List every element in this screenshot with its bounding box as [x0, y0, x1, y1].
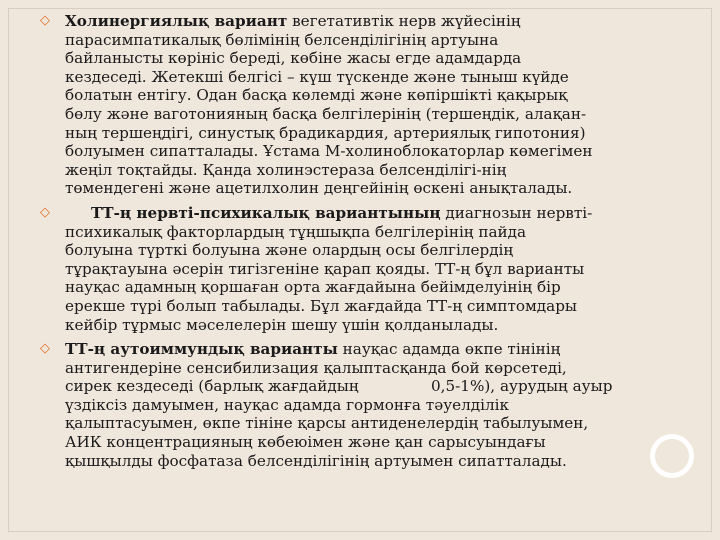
bullet-lead-tail: науқас адамда өкпе тінінің: [337, 340, 561, 359]
bullet-line: болуына түрткі болуына және олардың осы белгілердің: [65, 241, 514, 260]
bullet-neuropsychic: [38, 204, 680, 334]
bullet-line: кездеседі. Жетекші белгісі – күш түскенде және тыныш күйде: [65, 67, 569, 86]
bullet-line: психикалық факторлардың тұңшықпа белгілерінің пайда: [65, 222, 527, 241]
bullet-lead-tail: вегетативтік нерв жүйесінің: [287, 12, 521, 30]
bullet-line: науқас адамның қоршаған орта жағдайына бейімделуінің бір: [65, 278, 561, 297]
bullet-line-0: [65, 204, 680, 223]
bullet-line: кейбір тұрмыс мәселелерін шешу үшін қолданылады.: [65, 315, 499, 334]
bullet-line: жеңіл тоқтайды. Қанда холинэстераза белсенділігі-нің: [65, 160, 507, 179]
bullet-line: парасимпатикалық бөлімінің белсенділігінің артуына: [65, 30, 499, 49]
bullet-lead: ТТ-ң аутоиммундық варианты: [65, 340, 338, 359]
bullet-line: қалыптасуымен, өкпе тініне қарсы антиденелердің табылуымен,: [65, 414, 589, 433]
diamond-outline-icon: ◇: [40, 341, 50, 357]
diamond-outline-icon: ◇: [40, 13, 50, 28]
bullet-line: болатын ентігу. Одан басқа көлемді және көпіршікті қақырық: [65, 86, 568, 105]
bullet-cholinergic: [38, 12, 680, 198]
bullet-line: сирек кездеседі (барлық жағдайдың 0,5-1%), аурудың ауыр: [65, 377, 613, 396]
bullet-list: [38, 12, 680, 476]
bullet-lead: ТТ-ң нервті-психикалық вариантының: [91, 203, 441, 222]
bullet-line: төмендегені және ацетилхолин деңгейінің өскені анықталады.: [65, 179, 573, 198]
bullet-line: бөлу және ваготонияның басқа белгілерінің (тершеңдік, алақан-: [65, 104, 587, 123]
bullet-line: ерекше түрі болып табылады. Бұл жағдайда ТТ-ң симптомдары: [65, 296, 578, 315]
diamond-outline-icon: ◇: [40, 204, 50, 220]
bullet-autoimmune: [38, 340, 680, 470]
bullet-line-0: [65, 340, 680, 359]
bullet-line-0: [65, 12, 680, 31]
bullet-line: байланысты көрініс береді, көбіне жасы егде адамдарда: [65, 49, 522, 68]
bullet-lead-tail: диагнозын нервті-: [440, 203, 593, 222]
bullet-line: ның тершеңдігі, синустық брадикардия, артериялық гипотония): [65, 123, 586, 142]
bullet-lead: Холинергиялық вариант: [65, 12, 288, 30]
bullet-line: болуымен сипатталады. Ұстама М-холиноблокаторлар көмегімен: [65, 142, 593, 161]
bullet-line: тұрақтауына әсерін тигізгеніне қарап қояды. ТТ-ң бұл варианты: [65, 259, 585, 278]
bullet-line: үздіксіз дамуымен, науқас адамда гормонға тәуелділік: [65, 395, 509, 414]
bullet-line: қышқылды фосфатаза белсенділігінің артуымен сипатталады.: [65, 451, 567, 470]
bullet-line: АИК концентрацияның көбеюімен және қан сарысуындағы: [65, 433, 546, 452]
bullet-line: антигендеріне сенсибилизация қалыптасқанда бой көрсетеді,: [65, 358, 567, 377]
